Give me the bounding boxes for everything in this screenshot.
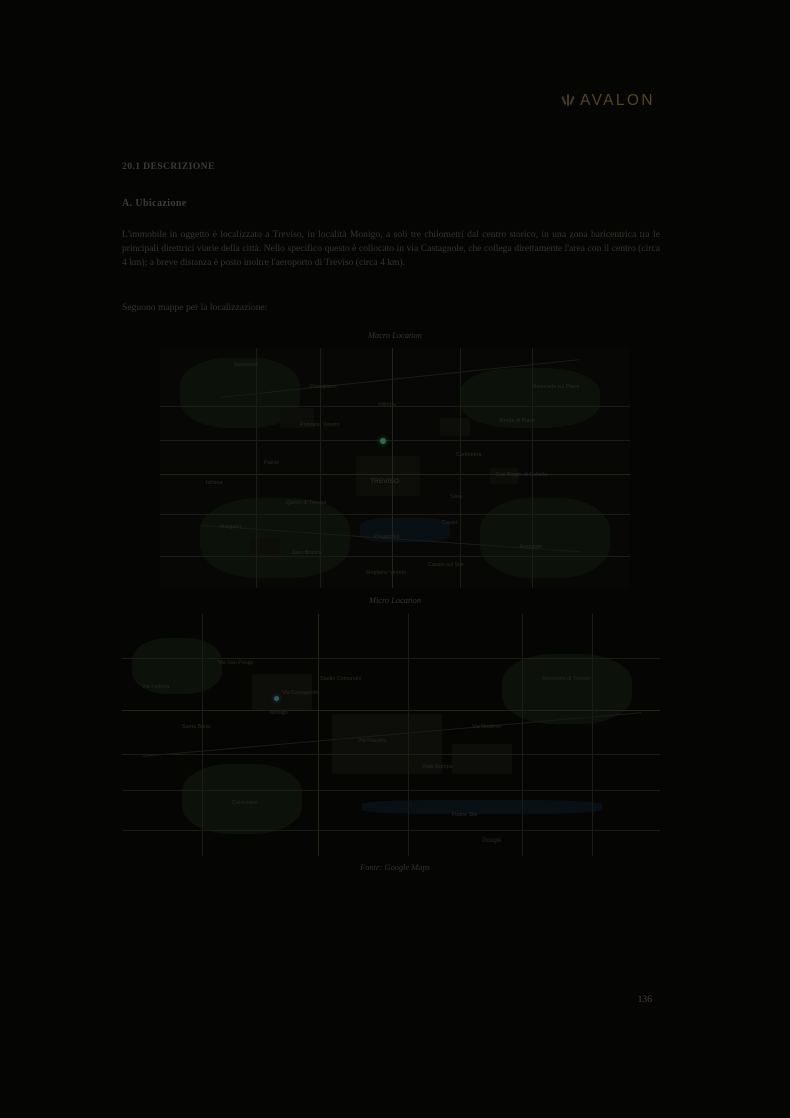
map-label: Breda di Piave — [500, 418, 536, 424]
map-road — [256, 348, 257, 588]
map-label: Villorba — [378, 402, 396, 408]
map-source-caption: Fonte: Google Maps — [360, 863, 430, 872]
map-label: Zero Branco — [292, 550, 322, 556]
map-label: Monigo — [270, 710, 288, 716]
map-road — [408, 614, 409, 856]
map-urban-patch — [452, 744, 512, 774]
subsection-heading: A. Ubicazione — [122, 198, 187, 209]
map-label: Viale Europa — [422, 764, 453, 770]
map-label: Silea — [450, 494, 462, 500]
map-label: Via Feltrina — [142, 684, 170, 690]
page-number: 136 — [637, 994, 652, 1005]
map-label: Paese — [264, 460, 280, 466]
map-attribution: Google — [482, 838, 502, 844]
map-road — [522, 614, 523, 856]
map-label: Roncade — [520, 544, 542, 550]
map-label: Morgano — [220, 524, 242, 530]
map-urban-patch — [356, 456, 420, 496]
map-label: Istrana — [206, 480, 223, 486]
map-label: Casier — [442, 520, 458, 526]
map-road — [160, 440, 630, 441]
map-road — [592, 614, 593, 856]
map-label: Ponzano Veneto — [300, 422, 340, 428]
follow-paragraph: Seguono mappe per la localizzazione: — [122, 302, 268, 313]
avalon-logo — [562, 92, 655, 110]
map-road — [392, 348, 393, 588]
map-label: Povegliano — [310, 384, 337, 390]
map-label: Preganziol — [374, 534, 400, 540]
map-green-area — [182, 764, 302, 834]
map-label: Via San Pelajo — [218, 660, 254, 666]
map-label: Spresiano — [234, 362, 259, 368]
map-label: Quinto di Treviso — [286, 500, 327, 506]
map-urban-patch — [250, 538, 280, 554]
map-road — [460, 348, 461, 588]
map-pin-monigo[interactable] — [380, 438, 386, 444]
map-label: Via Pasubio — [358, 738, 387, 744]
body-paragraph: L'immobile in oggetto è localizzato a Treviso, in località Monigo, a soli tre chilometri dal centro storico, in una zona baricentrica tra le principali direttrici viarie della città. Nello specifico questo è collocato in via Castagnole, che collega direttamente l'area con il centro (circa 4 km); a breve distanza è posto inoltre l'aeroporto di Treviso (circa 4 km). — [122, 229, 660, 269]
map-label-treviso: TREVISO — [370, 478, 399, 485]
avalon-logo-mark-icon — [562, 93, 576, 109]
map-label: San Biagio di Callalta — [496, 472, 548, 478]
map-label: Via Noalese — [472, 724, 501, 730]
map-road — [318, 614, 319, 856]
map-label: Mogliano Veneto — [366, 570, 407, 576]
map-water-area — [362, 800, 602, 814]
macro-map-caption: Macro Location — [368, 331, 422, 340]
map-label: Stadio Comunale — [320, 676, 362, 682]
map-label: Carbonera — [456, 452, 482, 458]
map-label: Santa Bona — [182, 724, 211, 730]
map-road — [160, 514, 630, 515]
map-road — [202, 614, 203, 856]
map-road — [160, 474, 630, 475]
macro-location-map[interactable] — [160, 348, 630, 588]
section-heading: 20.1 DESCRIZIONE — [122, 161, 215, 172]
map-pin-property[interactable] — [274, 696, 279, 701]
map-road — [160, 556, 630, 557]
avalon-logo-text: AVALON — [580, 92, 655, 109]
map-label: Casale sul Sile — [428, 562, 464, 568]
micro-map-caption: Micro Location — [368, 596, 422, 605]
map-label: Canizzano — [232, 800, 258, 806]
map-label: Fiume Sile — [452, 812, 478, 818]
map-label: Maserada sul Piave — [532, 384, 580, 390]
micro-location-map[interactable] — [122, 614, 660, 856]
map-green-area — [480, 498, 610, 578]
map-label: Aeroporto di Treviso — [542, 676, 591, 682]
map-label: Via Castagnole — [282, 690, 319, 696]
map-urban-patch — [440, 418, 470, 436]
